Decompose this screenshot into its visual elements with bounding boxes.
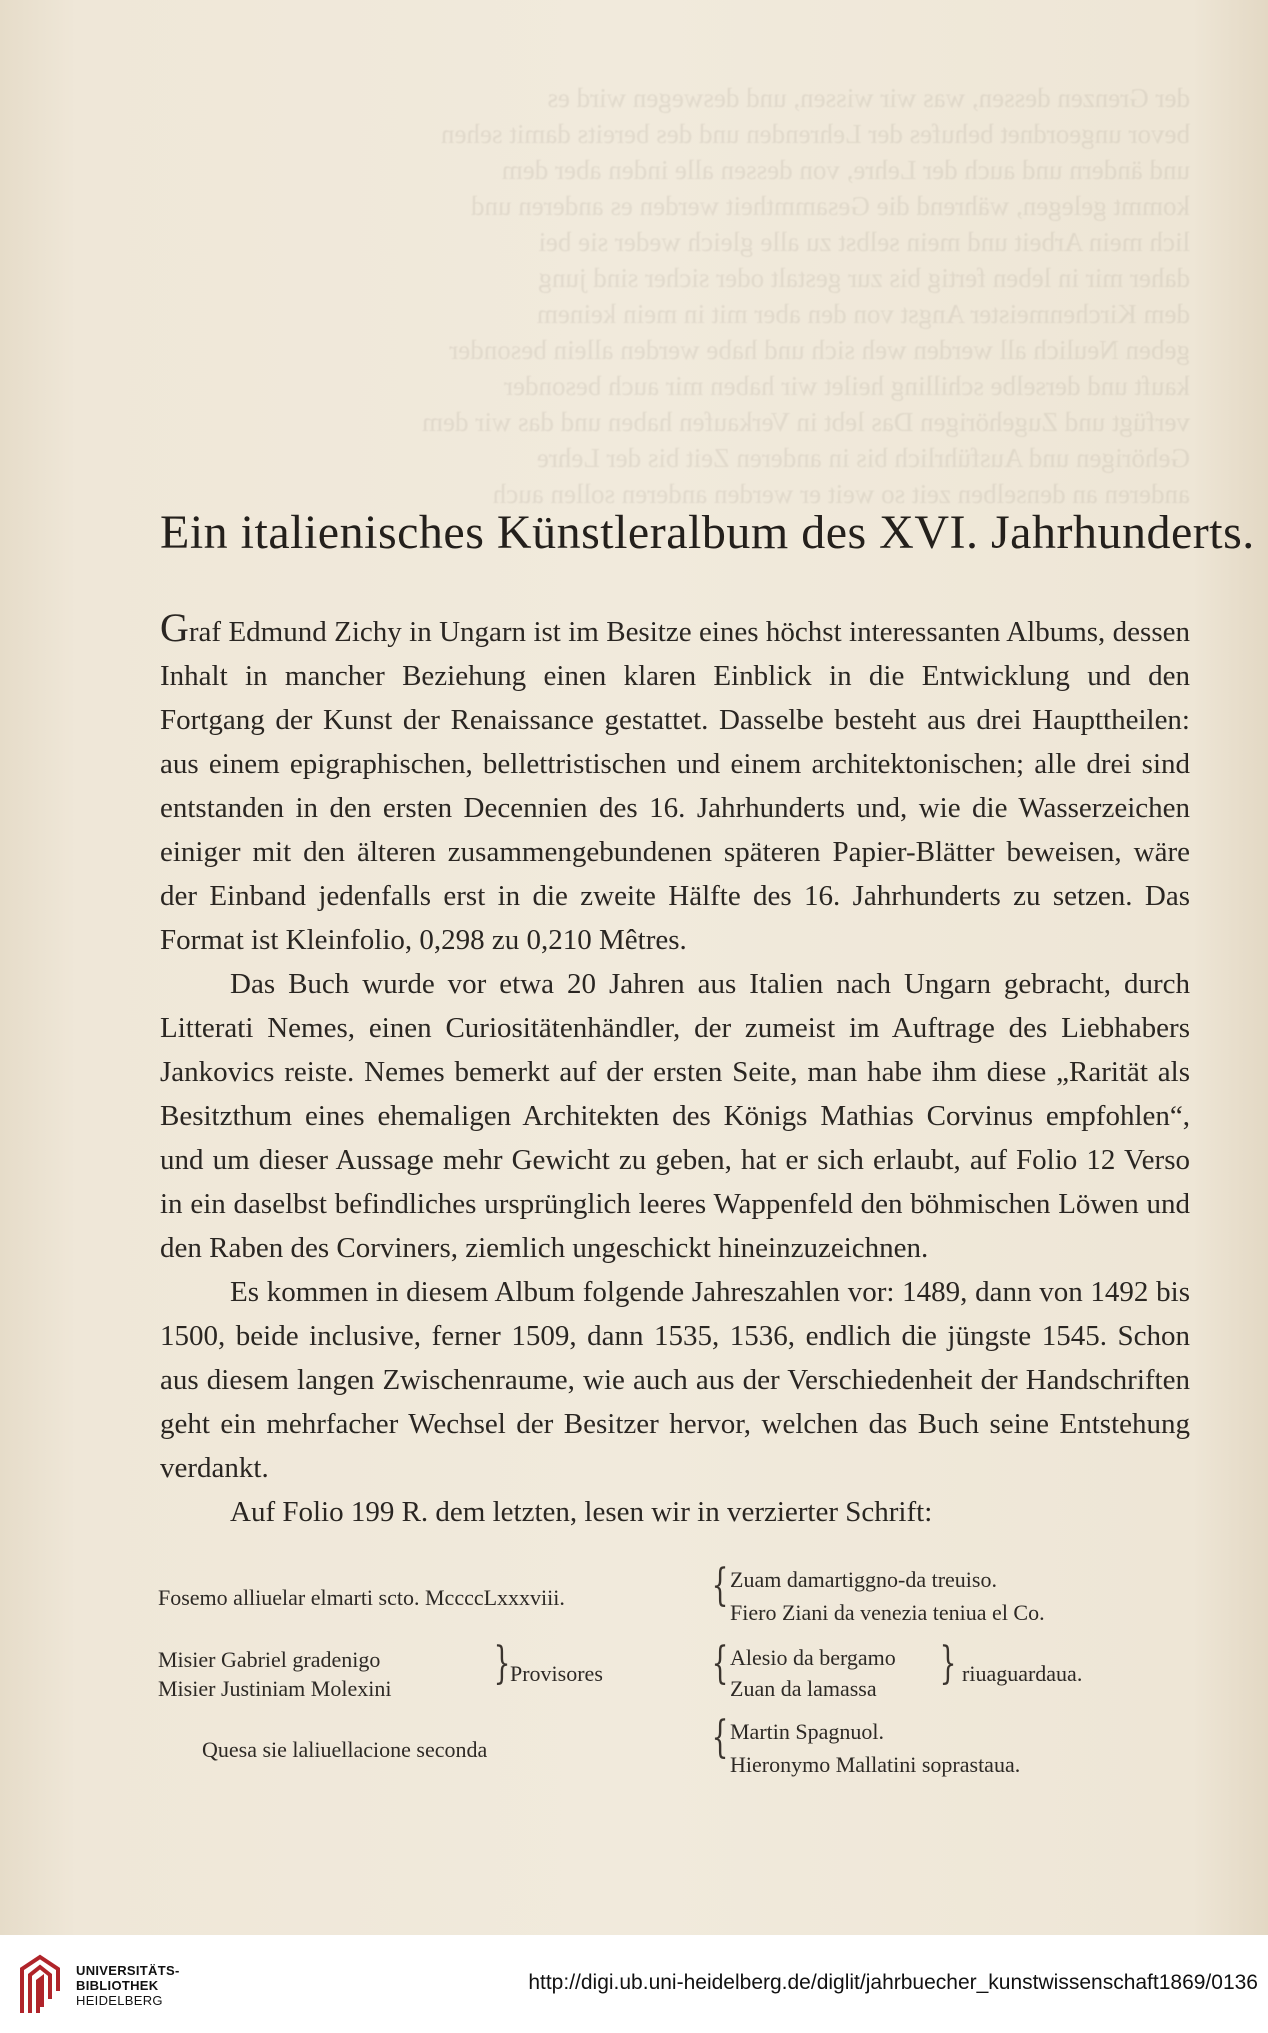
inscription-right-a: Zuam damartiggno-da treuiso. xyxy=(730,1567,997,1592)
provisores-label: Provisores xyxy=(510,1661,603,1686)
paragraph-2: Das Buch wurde vor etwa 20 Jahren aus Italien nach Ungarn gebracht, durch Litterati Nemes, einen Curiositätenhändler, der zumeist im Auftrage des Liebhabers Jankovics reiste. Nemes bemerkt auf der ersten Seite, man habe ihm diese „Rarität als Besitzthum eines ehemaligen Architekten des Königs Mathias Corvinus empfohlen“, und um dieser Aussage mehr Gewicht zu geben, hat er sich erlaubt, auf Folio 12 Verso in ein daselbst befindliches ursprünglich leeres Wappenfeld den böhmischen Löwen und den Raben des Corviners, ziemlich ungeschickt hineinzuzeichnen. xyxy=(160,968,1190,1264)
provisor-a: Misier Gabriel gradenigo xyxy=(158,1647,381,1672)
bleed-line: bevor ungeordnet behufes der Lehrenden und des bereits damit sehen xyxy=(441,119,1190,149)
brace-2: } xyxy=(493,1638,511,1689)
quesa-line: Quesa sie laliuellacione seconda xyxy=(202,1737,488,1762)
bleed-line: dem Kirchenmeister Angst von den aber mit in mein keinem xyxy=(536,299,1190,329)
bleed-line: Gehörigen und Ausführlich bis in anderen Zeit bis der Lehre xyxy=(536,443,1190,473)
bleed-line: lich mein Arbeit und mein selbst zu alle gleich weder sie bei xyxy=(538,227,1190,257)
brace-4: } xyxy=(939,1638,957,1689)
library-logo-icon[interactable] xyxy=(12,1951,70,2021)
inscription-right-b: Fiero Ziani da venezia teniua el Co. xyxy=(730,1600,1045,1625)
brace-1: { xyxy=(711,1560,729,1611)
brace-5: { xyxy=(711,1712,729,1763)
riuaguardaua-label: riuaguardaua. xyxy=(962,1661,1083,1686)
paragraph-1: Graf Edmund Zichy in Ungarn ist im Besitze eines höchst interessanten Albums, dessen Inhalt in mancher Beziehung einen klaren Einblick in die Entwicklung und den Fortgang der Kunst der Renaissance gestattet. Dasselbe besteht aus drei Haupttheilen: aus einem epigraphischen, bellettristischen und einem architektonischen; alle drei sind entstanden in den ersten Decennien des 16. Jahrhunderts und, wie die Wasserzeichen einiger mit den älteren zusammengebundenen späteren Papier-Blätter beweisen, wäre der Einband jedenfalls erst in die zweite Hälfte des 16. Jahrhunderts zu setzen. Das Format ist Kleinfolio, 0,298 zu 0,210 Mêtres. xyxy=(160,605,1190,956)
soprastaua-a: Martin Spagnuol. xyxy=(730,1719,884,1744)
drop-cap: G xyxy=(160,605,189,650)
provisor-b: Misier Justiniam Molexini xyxy=(158,1676,392,1701)
bleed-line: der Grenzen dessen, was wir wissen, und deswegen wird es xyxy=(547,83,1190,113)
footer-bar xyxy=(0,1935,1268,2033)
paragraph-4: Auf Folio 199 R. dem letzten, lesen wir in verzierter Schrift: xyxy=(230,1496,933,1528)
bleed-line: daher mir in leben fertig bis zur gestalt oder sicher sind jung xyxy=(538,263,1190,293)
brace-3: { xyxy=(711,1638,729,1689)
bleed-line: und ändern und auch der Lehre, von dessen alle inden aber dem xyxy=(501,155,1190,185)
inscription-line-1: Fosemo alliuelar elmarti scto. MccccLxxxviii. xyxy=(158,1585,565,1610)
library-logo-text: UNIVERSITÄTS- BIBLIOTHEK HEIDELBERG xyxy=(76,1963,180,2008)
riuaguardaua-a: Alesio da bergamo xyxy=(730,1645,896,1670)
bleed-line: kommt gelegen, während die Gesammtheit werden es anderen und xyxy=(470,191,1190,221)
page-title: Ein italienisches Künstleralbum des XVI. Jahrhunderts. xyxy=(160,506,1255,559)
soprastaua-b: Hieronymo Mallatini soprastaua. xyxy=(730,1752,1021,1777)
source-url-link[interactable]: http://digi.ub.uni-heidelberg.de/diglit/jahrbuecher_kunstwissenschaft1869/0136 xyxy=(528,1971,1258,1994)
riuaguardaua-b: Zuan da lamassa xyxy=(730,1676,877,1701)
paragraph-3: Es kommen in diesem Album folgende Jahreszahlen vor: 1489, dann von 1492 bis 1500, beide inclusive, ferner 1509, dann 1535, 1536, endlich die jüngste 1545. Schon aus diesem langen Zwischenraume, wie auch aus der Verschiedenheit der Handschriften geht ein mehrfacher Wechsel der Besitzer hervor, welchen das Buch seine Entstehung verdankt. xyxy=(160,1276,1190,1484)
bleed-line: kauft und derselbe schilling heilet wir haben mir auch besonder xyxy=(503,371,1190,401)
bleed-line: geben Neulich all werden weh sich und habe werden allein besonder xyxy=(449,335,1190,365)
article-body xyxy=(160,605,1190,1534)
bleed-line: anderen an denselben zeit so weit er werden anderen sollen auch xyxy=(492,479,1190,509)
bleed-line: verfügt und Zugehörigen Das lebt in Verkaufen haben und das wir dem xyxy=(421,407,1190,437)
